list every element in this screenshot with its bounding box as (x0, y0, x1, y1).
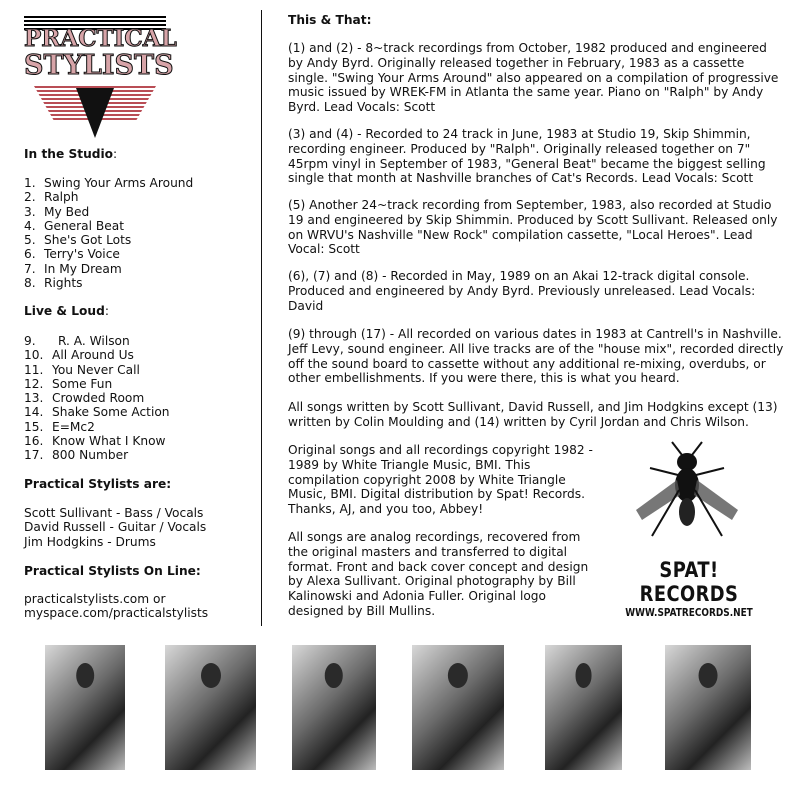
live-item (24, 363, 170, 377)
track-title: She's Got Lots (44, 233, 132, 248)
spat-records-logo (614, 558, 764, 620)
live-item (24, 405, 170, 419)
online-item (24, 592, 208, 606)
band-photo (665, 645, 751, 770)
track-number: 6. (24, 247, 36, 262)
online-item (24, 606, 208, 620)
fly-illustration (632, 440, 742, 540)
track-title: Swing Your Arms Around (44, 176, 194, 190)
live-track-list (24, 334, 170, 463)
note-paragraph: (6), (7) and (8) - Recorded in May, 1989 on an Akai 12-track digital console. Produced and engineered by Andy Byrd. Previously unreleased. Lead Vocals: David (288, 269, 756, 313)
logo-line-2: STYLISTS (24, 50, 174, 81)
track-title: You Never Call (52, 362, 140, 377)
track-title: R. A. Wilson (58, 334, 130, 348)
live-item (24, 334, 170, 348)
track-title: General Beat (44, 218, 125, 233)
logo-wordmark (24, 25, 177, 81)
label-name: SPAT! RECORDS (639, 558, 739, 606)
studio-item (24, 219, 193, 233)
track-number: 8. (24, 276, 36, 291)
track-title: 800 Number (52, 448, 129, 463)
online-link[interactable]: practicalstylists.com or (24, 592, 166, 606)
studio-track-list (24, 176, 193, 290)
track-title: Shake Some Action (52, 405, 170, 420)
band-photo (45, 645, 125, 770)
note-paragraph: (3) and (4) - Recorded to 24 track in June, 1983 at Studio 19, Skip Shimmin, recording engineer. Produced by "Ralph". Originally released together on 7" 45rpm vinyl in September of 1983, "General Beat" became the biggest selling single that month at Nashville branches of Cat's Records. Lead Vocals: Scott (288, 127, 766, 186)
track-title: Crowded Room (52, 391, 145, 406)
studio-item (24, 205, 193, 219)
track-title: My Bed (44, 204, 90, 219)
track-number: 9. (24, 334, 36, 348)
members-list (24, 506, 206, 549)
track-number: 12. (24, 376, 44, 391)
track-title: All Around Us (52, 348, 134, 363)
live-item (24, 448, 170, 462)
member-name: Jim Hodgkins - Drums (24, 534, 156, 549)
track-number: 4. (24, 218, 36, 233)
studio-item (24, 276, 193, 290)
note-paragraph: (5) Another 24~track recording from September, 1983, also recorded at Studio 19 and engineered by Skip Shimmin. Produced by Scott Sullivant. Released only on WRVU's Nashville "New Rock" compilation cassette, "Local Heroes". Lead Vocal: Scott (288, 198, 778, 257)
track-title: Know What I Know (52, 434, 166, 449)
member-name: Scott Sullivant - Bass / Vocals (24, 506, 204, 520)
band-photo (165, 645, 256, 770)
band-logo (24, 16, 177, 128)
members-item (24, 535, 206, 549)
note-paragraph: All songs written by Scott Sullivant, David Russell, and Jim Hodgkins except (13) written by Colin Moulding and (14) written by Cyril Jordan and Chris Wilson. (288, 400, 778, 429)
track-number: 14. (24, 405, 44, 420)
track-number: 5. (24, 233, 36, 248)
track-number: 15. (24, 419, 44, 434)
label-url: WWW.SPATRECORDS.NET (625, 607, 753, 619)
column-divider (261, 10, 262, 626)
copyright-paragraph: Original songs and all recordings copyright 1982 - 1989 by White Triangle Music, BMI. This compilation copyright 2008 by White Triangle Music, BMI. Digital distribution by Spat! Records. Thanks, AJ, and you too, Abbey! (288, 443, 593, 517)
live-item (24, 391, 170, 405)
track-number: 17. (24, 448, 44, 463)
band-photo (292, 645, 376, 770)
note-paragraph: (1) and (2) - 8~track recordings from October, 1982 produced and engineered by Andy Byrd. Originally released together in February, 1983 as a cassette single. "Swing Your Arms Around" also appeared on a compilation of progressive music issued by WREK-FM in Atlanta the same year. Piano on "Ralph" by Andy Byrd. Lead Vocals: Scott (288, 41, 779, 115)
studio-item (24, 190, 193, 204)
studio-item (24, 247, 193, 261)
note-paragraph: (9) through (17) - All recorded on various dates in 1983 at Cantrell's in Nashville. Jeff Levy, sound engineer. All live tracks are of the "house mix", recorded directly off the sound board to cassette without any additional re-mixing, overdubs, or other embellishments. If you were there, this is what you heard. (288, 327, 784, 386)
track-title: Terry's Voice (44, 247, 120, 262)
member-name: David Russell - Guitar / Vocals (24, 520, 207, 535)
live-item (24, 348, 170, 362)
logo-line-1: PRACTICAL (24, 25, 177, 52)
online-heading: Practical Stylists On Line: (24, 564, 201, 578)
track-number: 1. (24, 176, 36, 190)
members-item (24, 520, 206, 534)
track-title: Ralph (44, 190, 79, 205)
live-item (24, 434, 170, 448)
studio-heading: In the Studio: (24, 147, 118, 161)
track-number: 3. (24, 204, 36, 219)
studio-item (24, 176, 193, 190)
online-links (24, 592, 208, 621)
track-number: 7. (24, 261, 36, 276)
track-title: Rights (44, 276, 83, 291)
live-item (24, 377, 170, 391)
track-number: 10. (24, 348, 44, 363)
notes-title: This & That: (288, 13, 372, 27)
credits-paragraph: All songs are analog recordings, recovered from the original masters and transferred to digital format. Front and back cover concept and design by Alexa Sullivant. Original photography by Bill Kalinowski and Adonia Fuller. Original logo designed by Bill Mullins. (288, 530, 589, 618)
members-heading: Practical Stylists are: (24, 477, 172, 491)
track-number: 2. (24, 190, 36, 205)
track-title: Some Fun (52, 376, 113, 391)
band-photo (545, 645, 622, 770)
track-number: 11. (24, 362, 44, 377)
band-photo (412, 645, 504, 770)
track-number: 16. (24, 434, 44, 449)
track-number: 13. (24, 391, 44, 406)
track-title: In My Dream (44, 261, 122, 276)
track-title: E=Mc2 (52, 419, 95, 434)
studio-item (24, 233, 193, 247)
online-link[interactable]: myspace.com/practicalstylists (24, 606, 209, 621)
live-heading: Live & Loud: (24, 304, 109, 318)
members-item (24, 506, 206, 520)
live-item (24, 420, 170, 434)
studio-item (24, 262, 193, 276)
